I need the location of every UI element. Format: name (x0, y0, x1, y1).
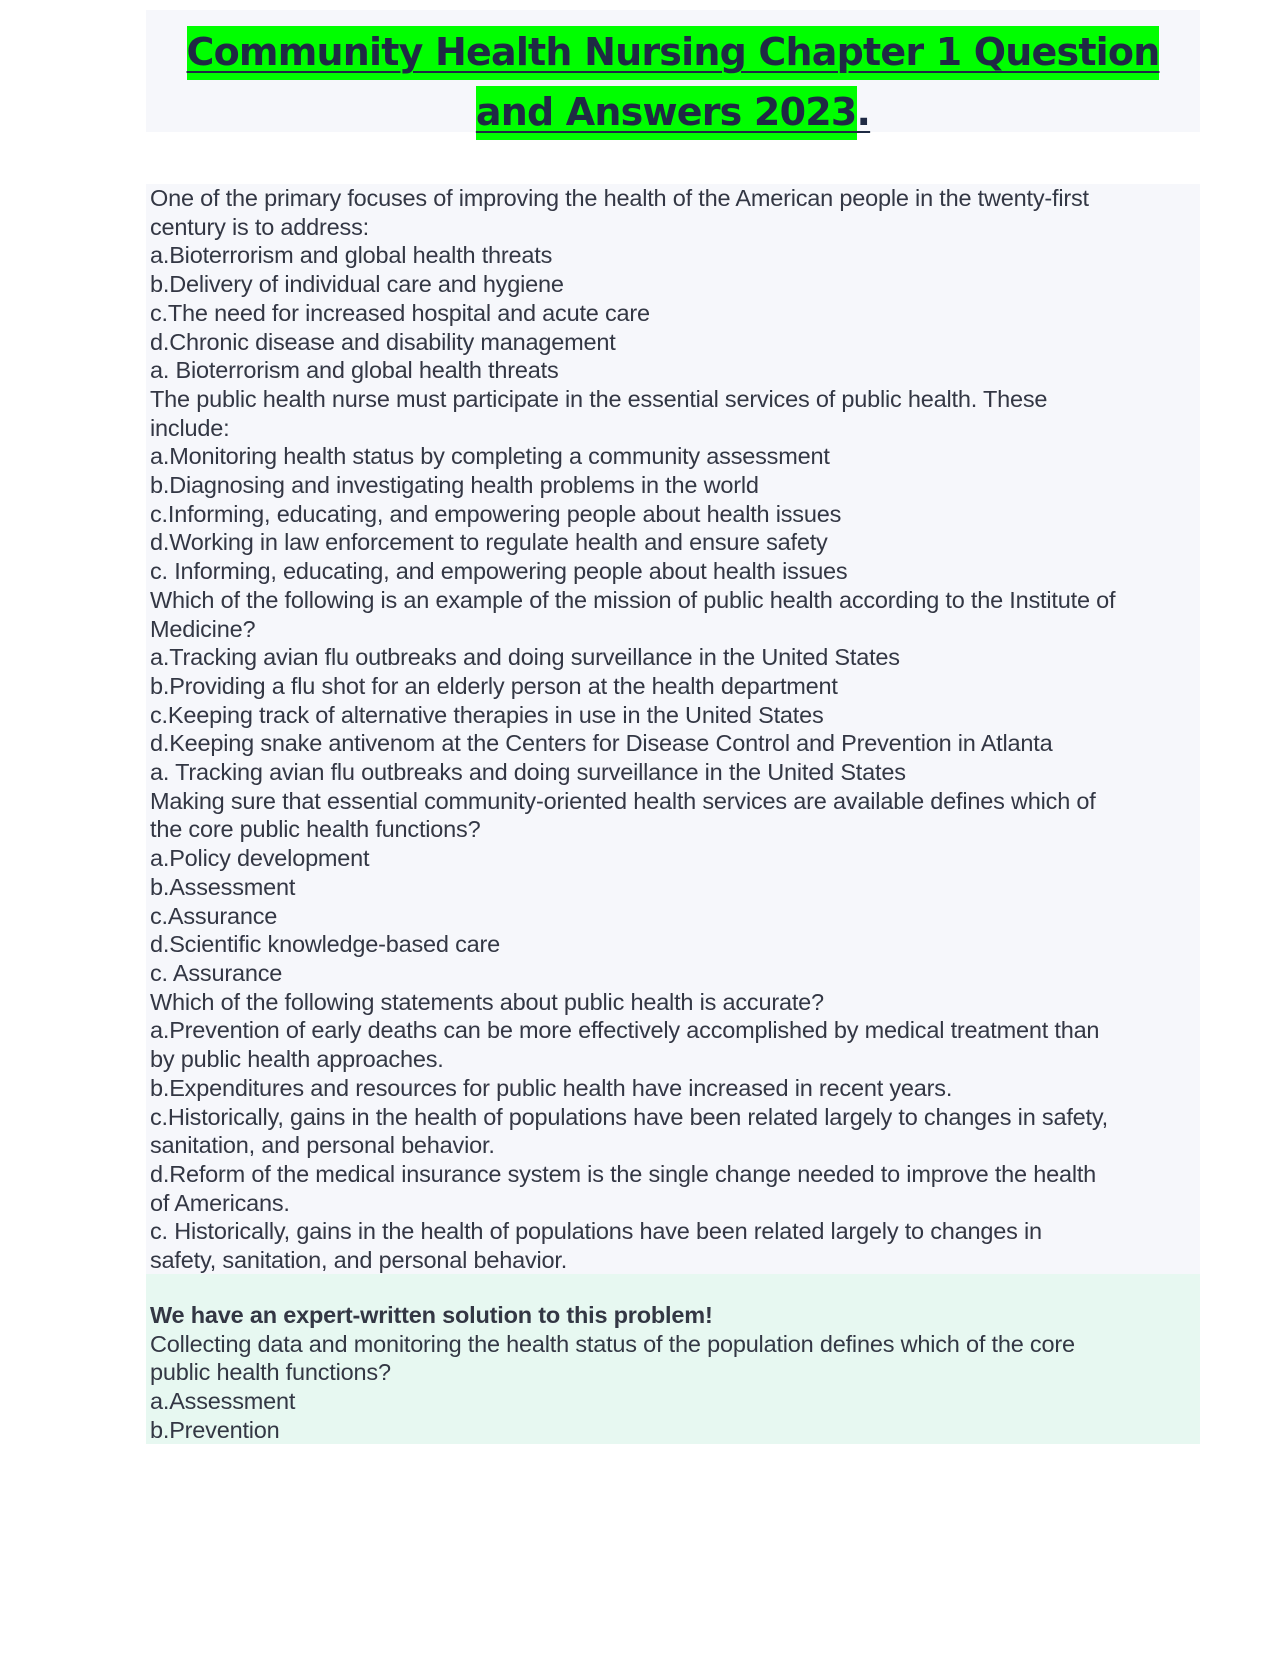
question-answer-text (150, 184, 1204, 1275)
text-line: a.Policy development (150, 845, 370, 872)
text-line: of Americans. (150, 1189, 290, 1216)
title-period: . (856, 90, 871, 134)
text-line: b.Expenditures and resources for public health have increased in recent years. (150, 1074, 953, 1101)
title-highlight-2: and Answers 2023 (476, 86, 857, 140)
expert-solution-section (146, 1274, 1200, 1444)
text-line: d.Scientific knowledge-based care (150, 931, 501, 958)
text-line: d.Reform of the medical insurance system is the single change needed to improve the health (150, 1160, 1097, 1187)
question-answer-section (146, 184, 1200, 1274)
text-line: Which of the following is an example of the mission of public health according to the Institute of (150, 586, 1116, 613)
text-line: b.Assessment (150, 873, 296, 900)
document-title (146, 10, 1200, 132)
text-line: Medicine? (150, 615, 256, 642)
text-line: c.The need for increased hospital and acute care (150, 299, 650, 326)
text-line: c.Assurance (150, 902, 278, 929)
text-line: safety, sanitation, and personal behavior. (150, 1247, 568, 1274)
text-line: c.Keeping track of alternative therapies in use in the United States (150, 701, 824, 728)
text-line: b.Delivery of individual care and hygiene (150, 271, 564, 298)
text-line: a.Prevention of early deaths can be more effectively accomplished by medical treatment than (150, 1017, 1100, 1044)
expert-text-line: Collecting data and monitoring the health status of the population defines which of the core (150, 1330, 1075, 1357)
text-line: The public health nurse must participate in the essential services of public health. These (150, 385, 1048, 412)
text-line: b.Diagnosing and investigating health problems in the world (150, 472, 759, 499)
text-line: c.Informing, educating, and empowering people about health issues (150, 500, 842, 527)
text-line: a.Monitoring health status by completing a community assessment (150, 443, 830, 470)
text-line: a. Tracking avian flu outbreaks and doing surveillance in the United States (150, 759, 906, 786)
text-line: include: (150, 414, 230, 441)
text-line: c.Historically, gains in the health of populations have been related largely to changes in safety, (150, 1103, 1108, 1130)
text-line: Which of the following statements about public health is accurate? (150, 988, 824, 1015)
expert-text-line: public health functions? (150, 1359, 391, 1386)
text-line: sanitation, and personal behavior. (150, 1132, 495, 1159)
text-line: One of the primary focuses of improving the health of the American people in the twenty-first (150, 185, 1089, 211)
text-line: c. Assurance (150, 959, 283, 986)
text-line: c. Informing, educating, and empowering people about health issues (150, 558, 848, 585)
text-line: a. Bioterrorism and global health threats (150, 357, 559, 384)
text-line: a.Bioterrorism and global health threats (150, 242, 553, 269)
title-line-2 (476, 86, 870, 138)
text-line: the core public health functions? (150, 816, 481, 843)
expert-text-line: b.Prevention (150, 1416, 280, 1443)
title-highlight-1: Community Health Nursing Chapter 1 Question (187, 26, 1160, 80)
text-line: c. Historically, gains in the health of populations have been related largely to changes in (150, 1218, 1042, 1245)
text-line: d.Keeping snake antivenom at the Centers for Disease Control and Prevention in Atlanta (150, 730, 1053, 757)
text-line: b.Providing a flu shot for an elderly person at the health department (150, 672, 838, 699)
text-line: by public health approaches. (150, 1046, 444, 1073)
text-line: a.Tracking avian flu outbreaks and doing surveillance in the United States (150, 644, 900, 671)
text-line: century is to address: (150, 213, 369, 240)
expert-text-line: a.Assessment (150, 1388, 296, 1415)
text-line: d.Chronic disease and disability management (150, 328, 616, 355)
title-line-1 (187, 26, 1160, 78)
expert-solution-heading: We have an expert-written solution to this problem! (150, 1302, 713, 1328)
text-line: Making sure that essential community-oriented health services are available defines which of (150, 787, 1096, 814)
expert-solution-text (150, 1301, 1204, 1445)
text-line: d.Working in law enforcement to regulate health and ensure safety (150, 529, 828, 556)
